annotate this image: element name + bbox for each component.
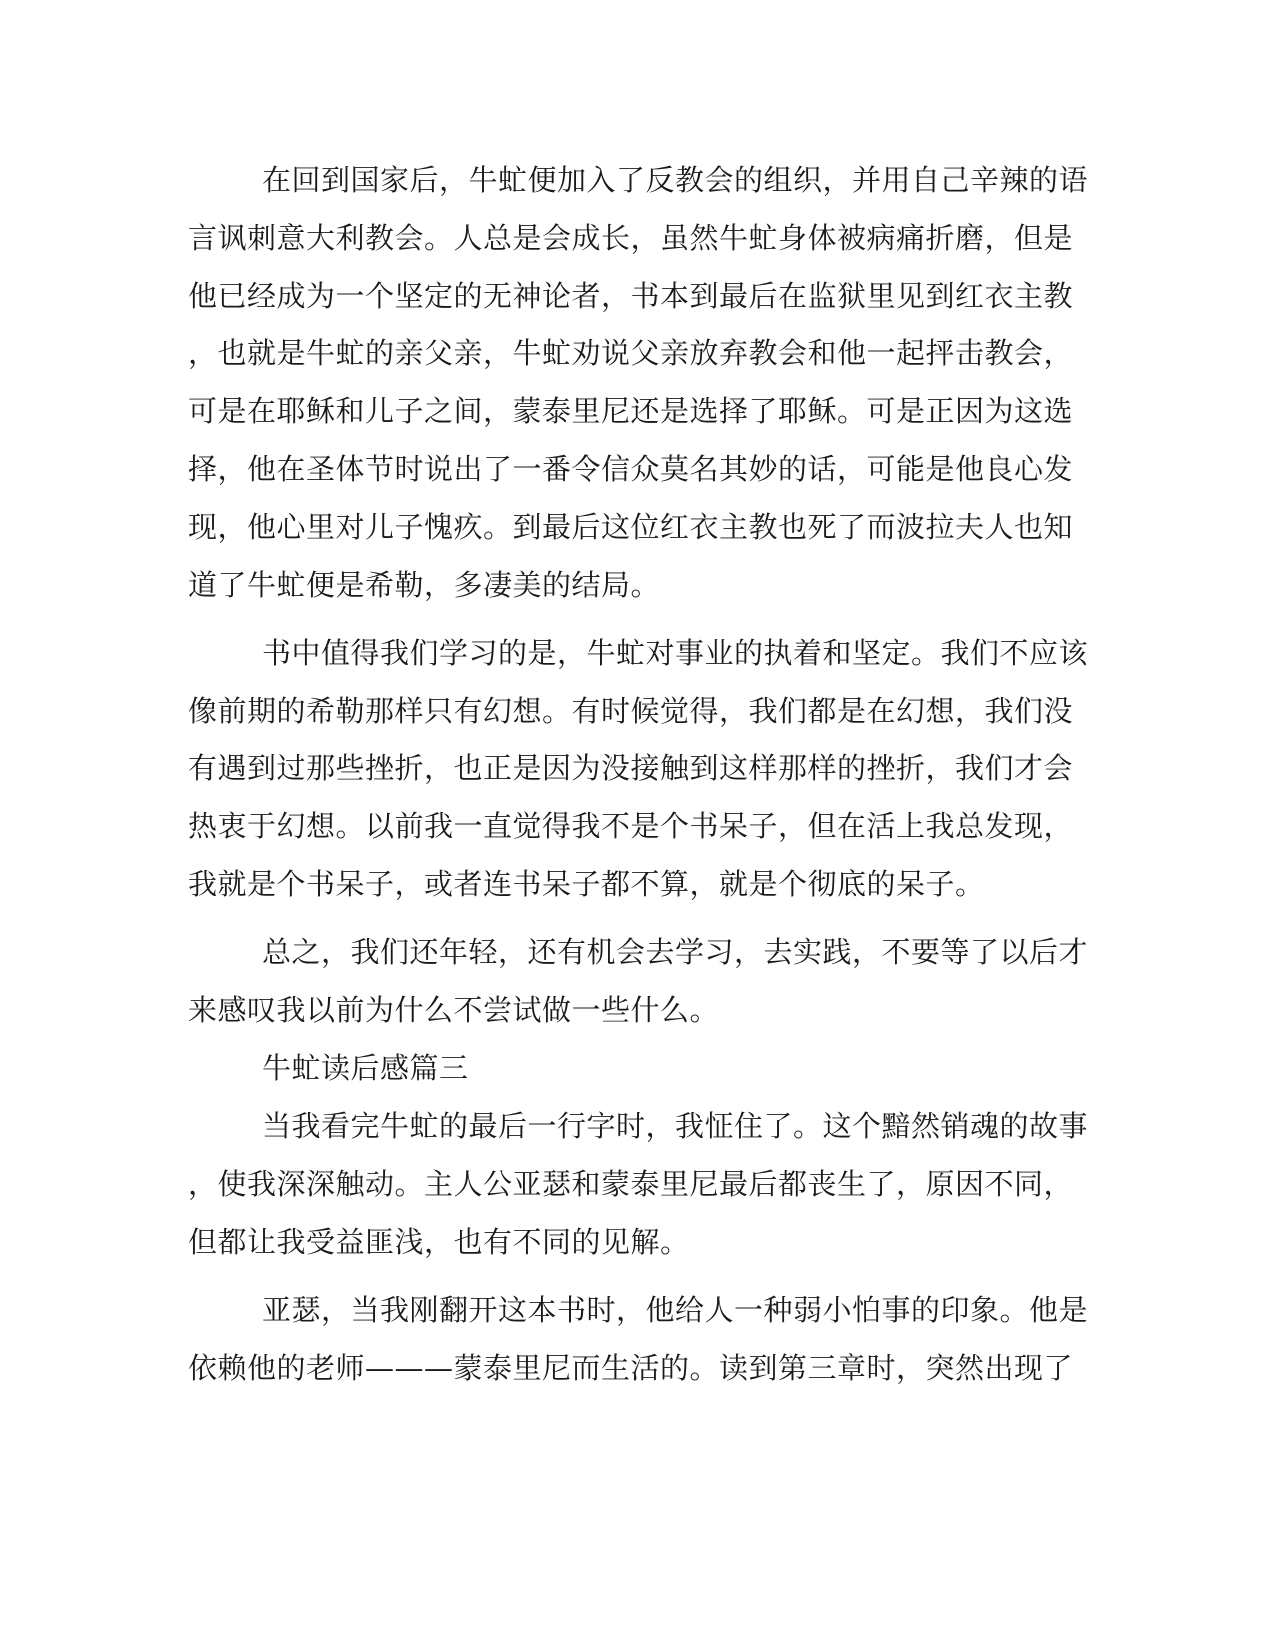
paragraph-2-line-3: 有遇到过那些挫折，也正是因为没接触到这样那样的挫折，我们才会 [188,751,1074,785]
paragraph-5-line-1: 亚瑟，当我刚翻开这本书时，他给人一种弱小怕事的印象。他是 [262,1293,1089,1327]
paragraph-2-line-2: 像前期的希勒那样只有幻想。有时候觉得，我们都是在幻想，我们没 [188,694,1074,728]
paragraph-2-line-5: 我就是个书呆子，或者连书呆子都不算，就是个彻底的呆子。 [188,867,985,901]
paragraph-4-line-3: 但都让我受益匪浅，也有不同的见解。 [188,1225,690,1259]
paragraph-1-line-6: 择，他在圣体节时说出了一番令信众莫名其妙的话，可能是他良心发 [188,452,1074,486]
paragraph-5-line-2: 依赖他的老师———蒙泰里尼而生活的。读到第三章时，突然出现了 [188,1351,1074,1385]
paragraph-2-line-4: 热衷于幻想。以前我一直觉得我不是个书呆子，但在活上我总发现， [188,809,1074,843]
paragraph-1-line-4: ，也就是牛虻的亲父亲，牛虻劝说父亲放弃教会和他一起抨击教会， [188,336,1074,370]
paragraph-1-line-8: 道了牛虻便是希勒，多凄美的结局。 [188,568,661,602]
paragraph-3-line-1: 总之，我们还年轻，还有机会去学习，去实践，不要等了以后才 [262,935,1089,969]
paragraph-3-line-2: 来感叹我以前为什么不尝试做一些什么。 [188,993,720,1027]
paragraph-2-line-1: 书中值得我们学习的是，牛虻对事业的执着和坚定。我们不应该 [262,636,1089,670]
paragraph-4-line-1: 当我看完牛虻的最后一行字时，我怔住了。这个黯然销魂的故事 [262,1109,1089,1143]
paragraph-1-line-2: 言讽刺意大利教会。人总是会成长，虽然牛虻身体被病痛折磨，但是 [188,221,1074,255]
paragraph-1-line-3: 他已经成为一个坚定的无神论者，书本到最后在监狱里见到红衣主教 [188,279,1074,313]
paragraph-1-line-7: 现，他心里对儿子愧疚。到最后这位红衣主教也死了而波拉夫人也知 [188,510,1074,544]
paragraph-1-line-1: 在回到国家后，牛虻便加入了反教会的组织，并用自己辛辣的语 [262,163,1089,197]
section-heading: 牛虻读后感篇三 [262,1051,469,1085]
paragraph-1-line-5: 可是在耶稣和儿子之间，蒙泰里尼还是选择了耶稣。可是正因为这选 [188,394,1074,428]
paragraph-4-line-2: ，使我深深触动。主人公亚瑟和蒙泰里尼最后都丧生了，原因不同， [188,1167,1074,1201]
